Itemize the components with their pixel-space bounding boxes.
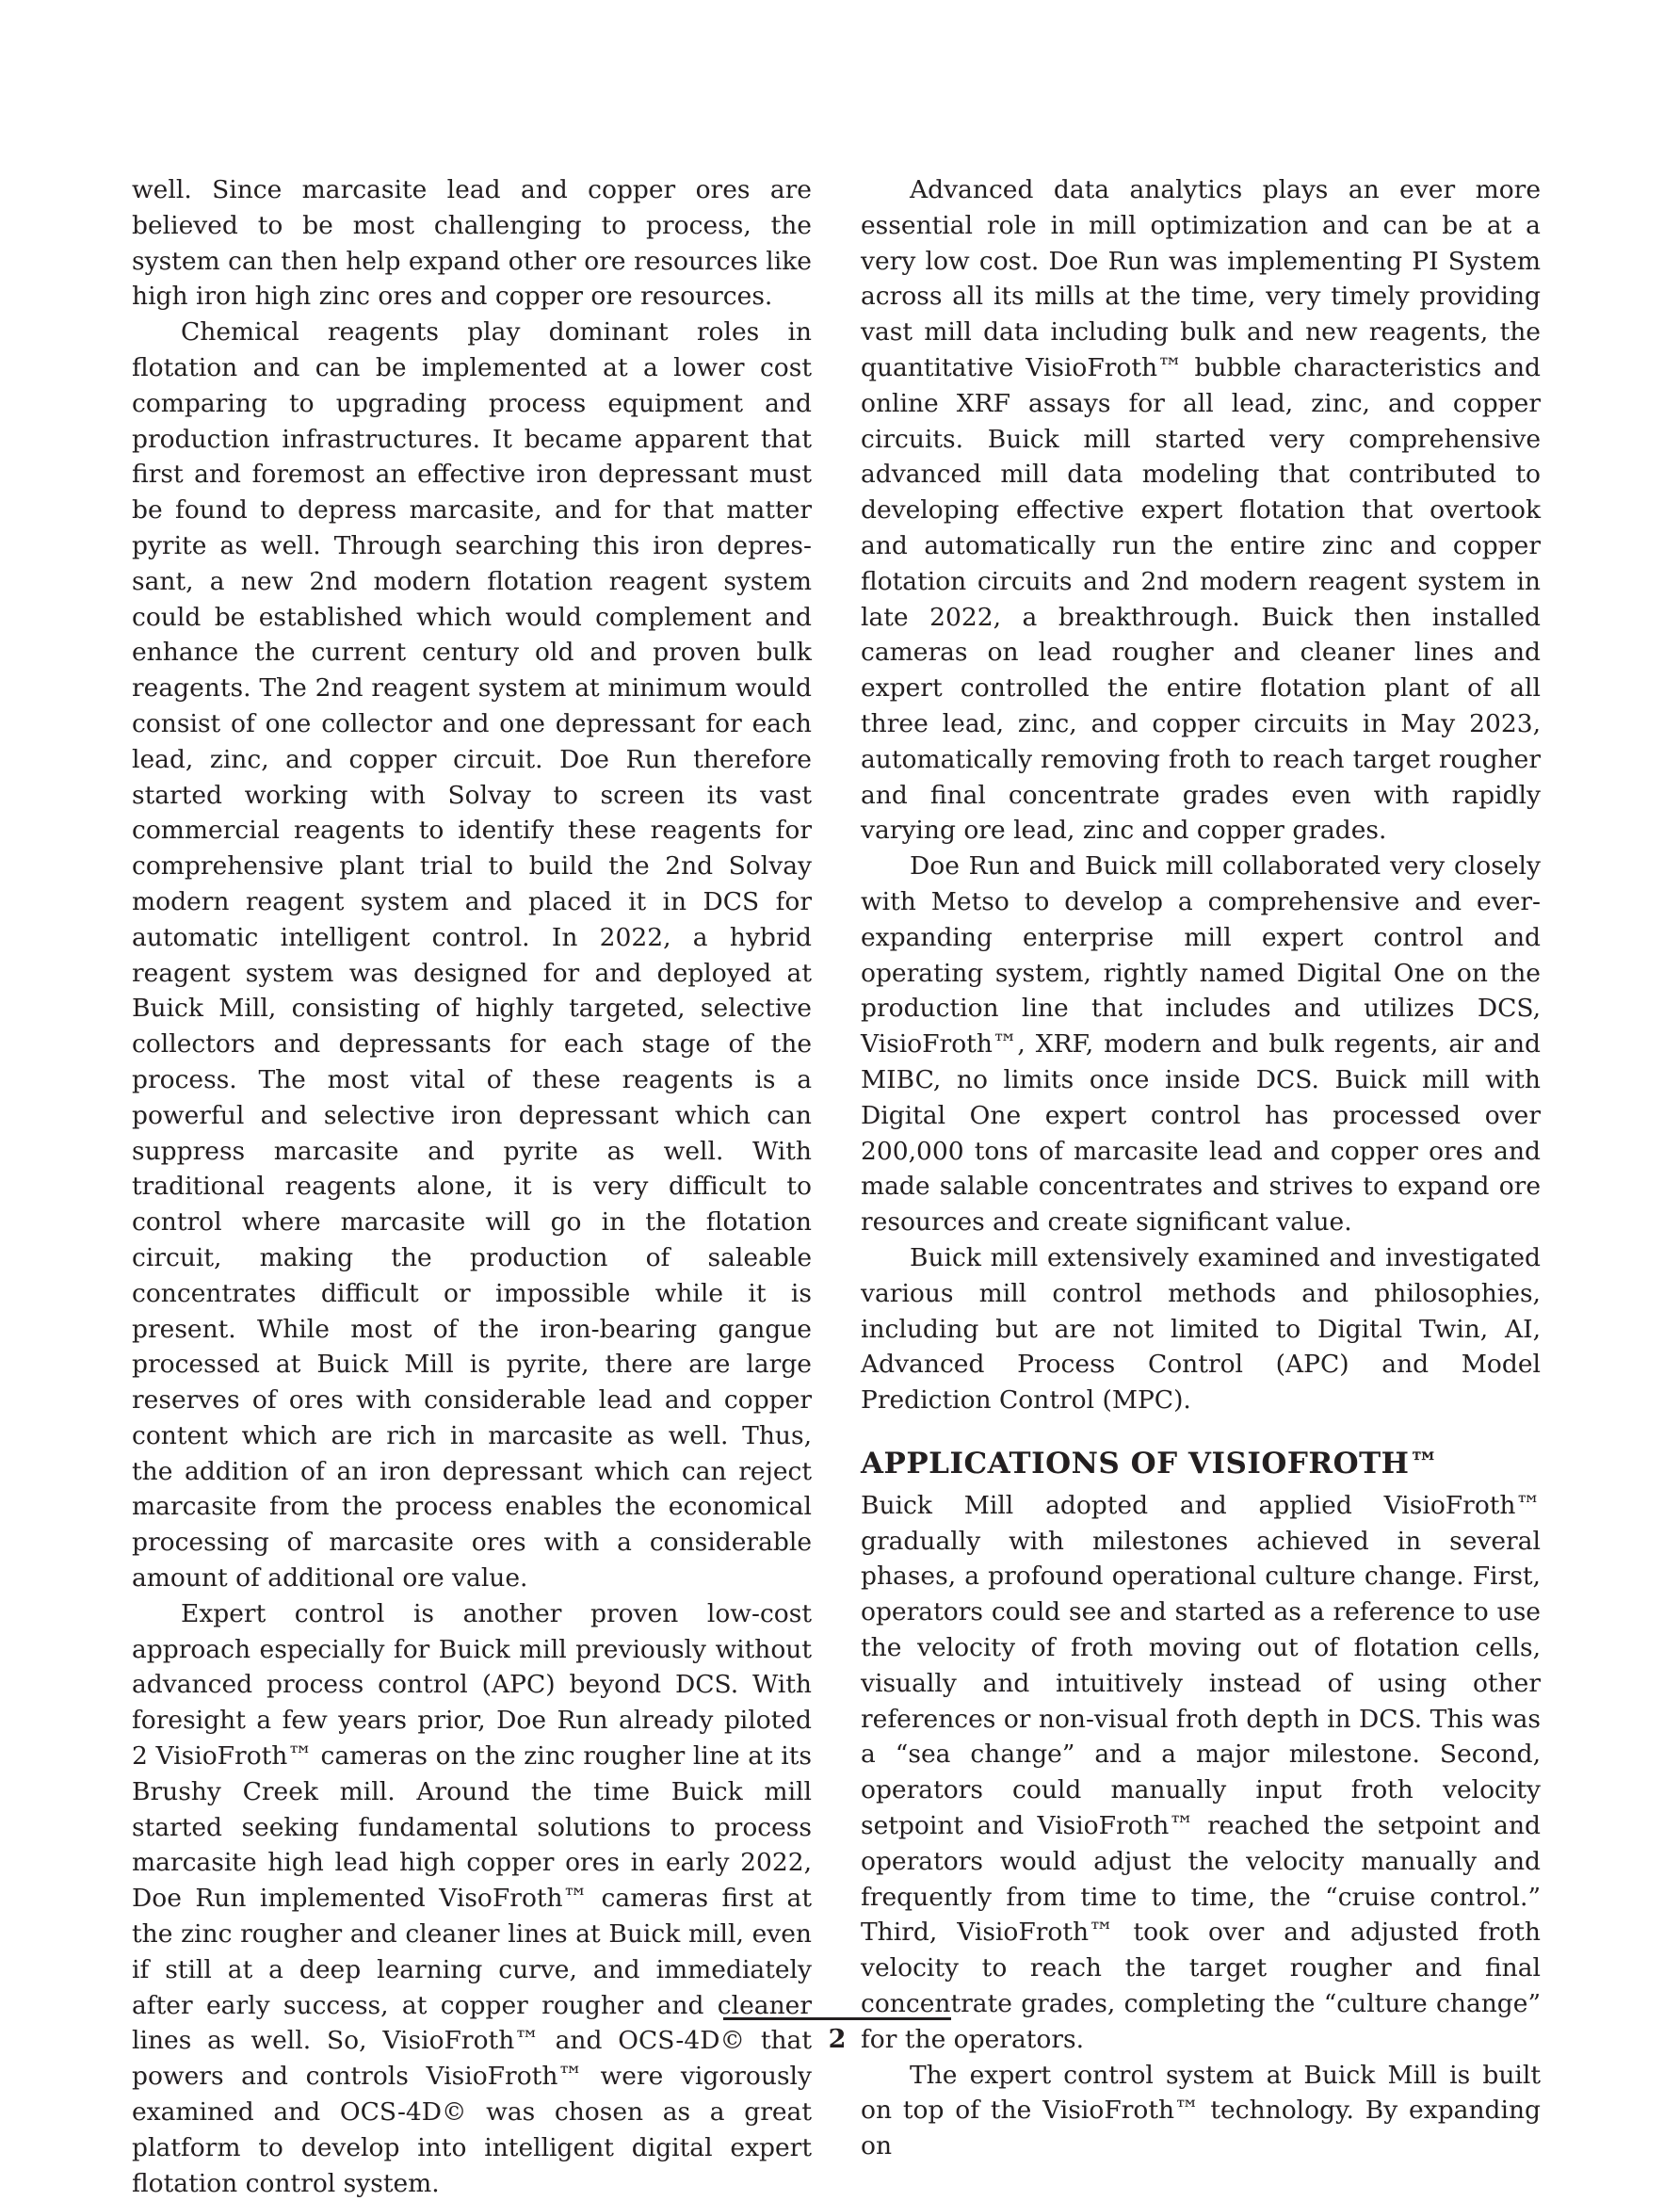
page-number: 2 bbox=[828, 2025, 847, 2054]
paragraph: The expert control system at Buick Mill is built on top of the VisioFroth™ technology. By expanding on bbox=[861, 2060, 1541, 2161]
paragraph: well. Since marcasite lead and copper ores are believed to be most challenging to process, the system can then help expand other ore resources like high iron high zinc ores and copper ore resources. bbox=[132, 175, 812, 312]
paragraph: Doe Run and Buick mill collaborated very closely with Metso to develop a comprehensive and ever-expanding enterprise mill expert control and operating system, rightly named Digital One on the production line that includes and utilizes DCS, VisioFroth™, XRF, modern and bulk regents, air and MIBC, no limits once inside DCS. Buick mill with Digital One expert control has processed over 200,000 tons of marcasite lead and copper ores and made salable concentrates and strives to expand ore resources and create significant value. bbox=[861, 851, 1541, 1238]
paragraph: Buick mill extensively examined and investigated various mill control methods and philosophies, including but are not limited to Digital Twin, AI, Advanced Process Control (APC) and Model Prediction Control (MPC). bbox=[861, 1242, 1541, 1416]
paragraph: Buick Mill adopted and applied VisioFroth™ gradually with milestones achieved in several phases, a profound operational culture change. First, operators could see and started as a reference to use the velocity of froth moving out of flotation cells, visually and intuitively instead of using other references or non-visual froth depth in DCS. This was a “sea change” and a major milestone. Second, operators could manually input froth velocity setpoint and VisioFroth™ reached the setpoint and operators would adjust the velocity manually and frequently from time to time, the “cruise control.” Third, VisioFroth™ took over and adjusted froth velocity to reach the target rougher and final concentrate grades, completing the “culture change” for the operators. bbox=[861, 1490, 1541, 2054]
section-heading: APPLICATIONS OF VISIOFROTH™ bbox=[861, 1446, 1439, 1481]
footer-rule bbox=[723, 2017, 951, 2020]
left-column bbox=[132, 172, 812, 2201]
paragraph: Expert control is another proven low-cost approach especially for Buick mill previously without advanced process control (APC) beyond DCS. With foresight a few years prior, Doe Run already piloted 2 VisioFroth™ cameras on the zinc rougher line at its Brushy Creek mill. Around the time Buick mill started seeking fundamental solutions to process marcasite high lead high copper ores in early 2022, Doe Run implemented VisoFroth™ cameras first at the zinc rougher and cleaner lines at Buick mill, even if still at a deep learning curve, and immediately after early success, at copper rougher and cleaner lines as well. So, VisioFroth™ and OCS-4D© that powers and controls VisioFroth™ were vigorously examined and OCS-4D© was chosen as a great platform to develop into intelligent digital expert flotation control system. bbox=[132, 1598, 812, 2198]
paragraph: Advanced data analytics plays an ever more essential role in mill optimization and can be at a very low cost. Doe Run was implementing PI System across all its mills at the time, very timely providing vast mill data including bulk and new reagents, the quantitative VisioFroth™ bubble characteristics and online XRF assays for all lead, zinc, and copper circuits. Buick mill started very comprehensive advanced mill data modeling that contributed to developing effective expert flotation that overtook and automatically run the entire zinc and copper flotation circuits and 2nd modern reagent system in late 2022, a breakthrough. Buick then installed cameras on lead rougher and cleaner lines and expert controlled the entire flotation plant of all three lead, zinc, and copper circuits in May 2023, automatically removing froth to reach target rougher and final concentrate grades even with rapidly varying ore lead, zinc and copper grades. bbox=[861, 175, 1541, 846]
paragraph: Chemical reagents play dominant roles in flotation and can be implemented at a lower cost comparing to upgrading process equipment and production infrastructures. It became apparent that first and foremost an effective iron depressant must be found to depress marcasite, and for that matter pyrite as well. Through searching this iron depressant, a new 2nd modern flotation reagent system could be established which would complement and enhance the current century old and proven bulk reagents. The 2nd reagent system at minimum would consist of one collector and one depressant for each lead, zinc, and copper circuit. Doe Run therefore started working with Solvay to screen its vast commercial reagents to identify these reagents for comprehensive plant trial to build the 2nd Solvay modern reagent system and placed it in DCS for automatic intelligent control. In 2022, a hybrid reagent system was designed for and deployed at Buick Mill, consisting of highly targeted, selective collectors and depressants for each stage of the process. The most vital of these reagents is a powerful and selective iron depressant which can suppress marcasite and pyrite as well. With traditional reagents alone, it is very difficult to control where marcasite will go in the flotation circuit, making the production of saleable concentrates difficult or impossible while it is present. While most of the iron-bearing gangue processed at Buick Mill is pyrite, there are large reserves of ores with considerable lead and copper content which are rich in marcasite as well. Thus, the addition of an iron depressant which can reject marcasite from the process enables the economical processing of marcasite ores with a considerable amount of additional ore value. bbox=[132, 317, 812, 1594]
right-column bbox=[861, 172, 1541, 2164]
